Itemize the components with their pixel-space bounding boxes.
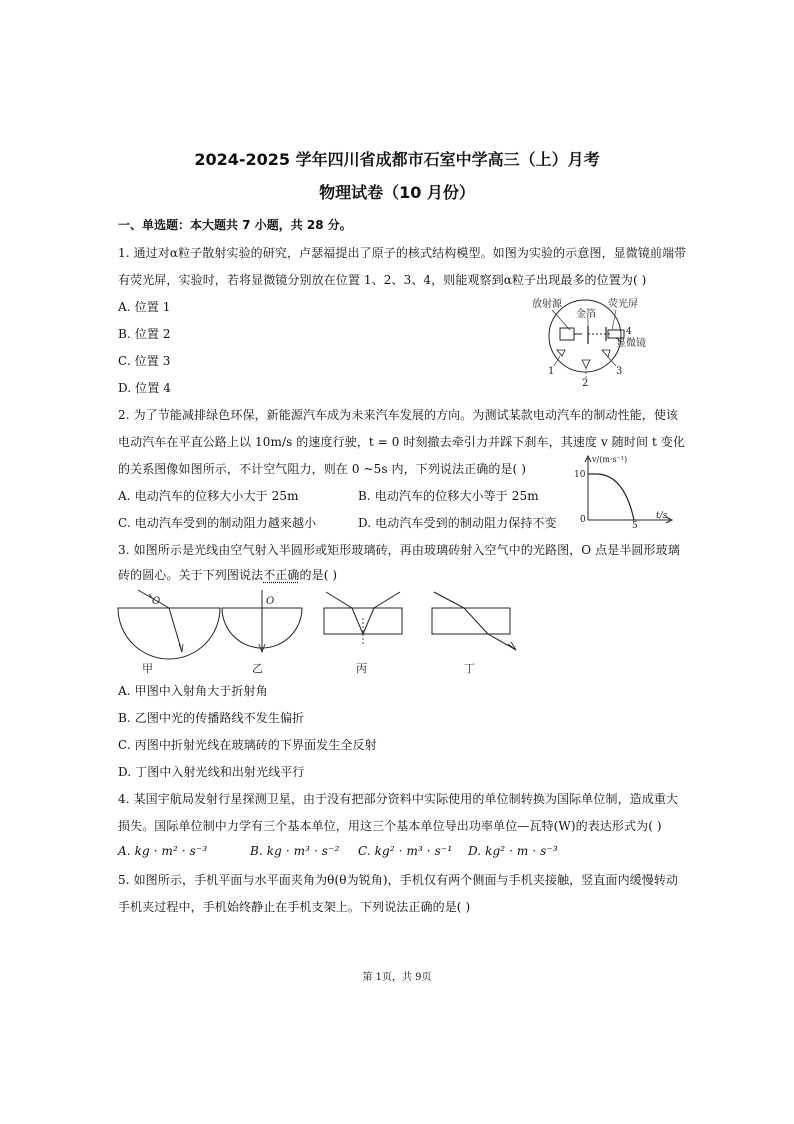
q3-line-2: [118, 566, 337, 583]
q4-option-b: B. kg · m³ · s⁻²: [250, 844, 340, 858]
q2-option-a: A. 电动汽车的位移大小大于 25m: [118, 489, 299, 503]
fig-label-source: 放射源: [532, 299, 562, 310]
fig-label-pos4: 4: [626, 327, 632, 337]
q2-option-b: B. 电动汽车的位移大小等于 25m: [358, 489, 539, 503]
q2-vt-graph: [572, 452, 677, 531]
graph-xlabel: t/s: [656, 511, 668, 521]
q1-line-1: 1. 通过对α粒子散射实验的研究，卢瑟福提出了原子的核式结构模型。如图为实验的示意图，显微镜前端带: [118, 246, 687, 260]
q3-line-2-pre: 砖的圆心。关于下列图说法: [118, 568, 264, 582]
q3-option-d: D. 丁图中入射光线和出射光线平行: [118, 765, 305, 779]
graph-ylabel: v/(m·s⁻¹): [592, 455, 628, 464]
title-line-2: 物理试卷（10 月份）: [319, 183, 475, 202]
fig-label-pos2: 2: [582, 378, 589, 389]
q5-line-1: 5. 如图所示，手机平面与水平面夹角为θ(θ为锐角)，手机仅有两个侧面与手机夹接触，竖直面内缓慢转动: [118, 873, 679, 887]
q1-alpha-scattering-figure: [530, 290, 660, 390]
graph-y10: 10: [574, 470, 586, 480]
q1-option-d: D. 位置 4: [118, 381, 171, 395]
q3-option-b: B. 乙图中光的传播路线不发生偏折: [118, 711, 305, 725]
graph-x5: 5: [632, 521, 638, 531]
fig-label-pos1: 1: [548, 366, 555, 377]
q3-line-2-post: 的是( ): [299, 568, 338, 582]
q4-line-1: 4. 某国宇航局发射行星探测卫星，由于没有把部分资料中实际使用的单位制转换为国际单位制，造成重大: [118, 792, 679, 806]
q2-line-3: 的关系图像如图所示，不计空气阻力，则在 0 ~5s 内，下列说法正确的是( ): [118, 462, 527, 476]
q3-option-c: C. 丙图中折射光线在玻璃砖的下界面发生全反射: [118, 738, 377, 752]
q1-option-a: A. 位置 1: [118, 300, 171, 314]
page-footer: 第 1页，共 9页: [362, 972, 432, 983]
q3-label-jia: 甲: [142, 662, 153, 675]
q1-option-b: B. 位置 2: [118, 327, 171, 341]
q3-option-a: A. 甲图中入射角大于折射角: [118, 684, 268, 698]
q4-option-a: A. kg · m² · s⁻³: [118, 844, 208, 858]
graph-origin: 0: [580, 515, 586, 525]
q3-fig2-center: O: [266, 596, 275, 607]
fig-label-foil: 金箔: [576, 309, 596, 320]
q2-option-c: C. 电动汽车受到的制动阻力越来越小: [118, 516, 317, 530]
q3-label-ding: 丁: [464, 662, 475, 675]
q3-label-bing: 丙: [356, 662, 367, 675]
q2-line-1: 2. 为了节能减排绿色环保，新能源汽车成为未来汽车发展的方向。为测试某款电动汽车的制动性能，使该: [118, 408, 679, 422]
fig-label-microscope: 显微镜: [616, 338, 646, 349]
title-line-1: 2024-2025 学年四川省成都市石室中学高三（上）月考: [194, 150, 600, 169]
q3-line-1: 3. 如图所示是光线由空气射入半圆形或矩形玻璃砖，再由玻璃砖射入空气中的光路图，O 点是半圆形玻璃: [118, 543, 680, 557]
q1-line-2: 有荧光屏，实验时，若将显微镜分别放在位置 1、2、3、4，则能观察到α粒子出现最多的位置为( ): [118, 273, 647, 287]
q4-line-2: 损失。国际单位制中力学有三个基本单位，用这三个基本单位导出功率单位—瓦特(W)的表达形式为( ): [118, 819, 662, 833]
q3-emphasis-mark: 不正确: [263, 568, 300, 582]
q3-fig1-center: O: [152, 596, 161, 607]
section-heading: 一、单选题：本大题共 7 小题，共 28 分。: [118, 218, 352, 232]
q4-option-d: D. kg² · m · s⁻³: [468, 844, 558, 858]
q3-label-yi: 乙: [252, 662, 263, 675]
q1-option-c: C. 位置 3: [118, 354, 171, 368]
q2-option-d: D. 电动汽车受到的制动阻力保持不变: [358, 516, 557, 530]
q5-line-2: 手机夹过程中，手机始终静止在手机支架上。下列说法正确的是( ): [118, 900, 471, 914]
q4-option-c: C. kg² · m³ · s⁻¹: [358, 844, 453, 858]
q2-line-2: 电动汽车在平直公路上以 10m/s 的速度行驶，t = 0 时刻撤去牵引力并踩下刹车，其速度 v 随时间 t 变化: [118, 435, 685, 449]
fig-label-pos3: 3: [616, 366, 623, 377]
fig-label-screen: 荧光屏: [608, 299, 638, 310]
q3-light-path-figures: [112, 588, 522, 674]
